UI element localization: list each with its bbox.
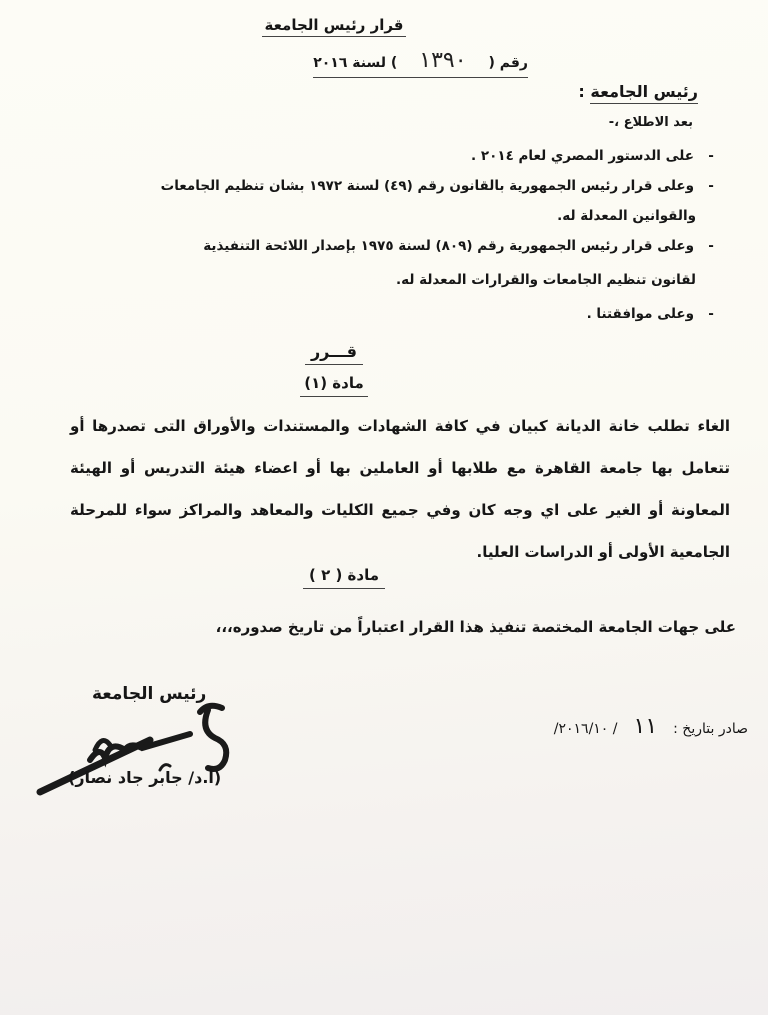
article-2-heading bbox=[0, 566, 768, 589]
after-review-label: بعد الاطلاع ،- bbox=[608, 115, 693, 130]
preamble-text: وعلى موافقتنا . bbox=[586, 306, 694, 322]
preamble-text: على الدستور المصري لعام ٢٠١٤ . bbox=[471, 148, 694, 164]
preamble-item bbox=[203, 238, 728, 254]
article-1-heading-text: مادة (١) bbox=[300, 374, 368, 397]
bullet-dash: - bbox=[708, 178, 714, 194]
decision-year: ) لسنة ٢٠١٦ bbox=[313, 55, 398, 71]
article-1-heading bbox=[0, 374, 768, 397]
president-heading bbox=[578, 82, 698, 101]
bullet-dash: - bbox=[708, 148, 714, 164]
decided-heading bbox=[0, 342, 768, 365]
president-heading-text: رئيس الجامعة bbox=[590, 82, 698, 104]
article-2-heading-text: مادة ( ٢ ) bbox=[303, 566, 385, 589]
bullet-dash: - bbox=[708, 306, 714, 322]
decision-number-line bbox=[313, 48, 528, 78]
article-1-body: الغاء تطلب خانة الديانة كبيان في كافة الشهادات والمستندات والأوراق التى تصدرها أو تتعامل بها جامعة القاهرة مع طلابها أو العاملين بها أو اعضاء هيئة التدريس أو الهيئة المعاونة أو الغير على اي وجه كان وفي جميع الكليات والمعاهد والمراكز سواء للمرحلة الجامعية الأولى أو الدراسات العليا. bbox=[70, 417, 730, 561]
president-heading-colon: : bbox=[578, 82, 591, 101]
preamble-text: وعلى قرار رئيس الجمهورية بالقانون رقم (٤٩) لسنة ١٩٧٢ بشان تنظيم الجامعات bbox=[160, 178, 694, 194]
preamble-item bbox=[471, 148, 728, 164]
decision-number-label: رقم ( bbox=[488, 55, 528, 71]
decision-number-value: ١٣٩٠ bbox=[419, 48, 467, 73]
issued-label: صادر بتاريخ : bbox=[673, 721, 748, 737]
issued-date-rest: / ٢٠١٦/١٠/ bbox=[553, 721, 618, 737]
preamble-item bbox=[100, 178, 728, 194]
preamble-continuation: لقانون تنظيم الجامعات والقرارات المعدلة له. bbox=[396, 272, 696, 288]
article-2-body: على جهات الجامعة المختصة تنفيذ هذا القرار اعتباراً من تاريخ صدوره،،، bbox=[215, 618, 736, 636]
preamble-item bbox=[587, 306, 728, 322]
bullet-dash: - bbox=[708, 238, 714, 254]
preamble-text: وعلى قرار رئيس الجمهورية رقم (٨٠٩) لسنة ١٩٧٥ بإصدار اللائحة التنفيذية bbox=[203, 238, 694, 254]
issued-date-line bbox=[554, 714, 748, 739]
signatory-name: (أ.د/ جابر جاد نصار) bbox=[68, 768, 222, 787]
decided-text: قـــرر bbox=[305, 342, 363, 365]
signatory-title: رئيس الجامعة bbox=[92, 684, 207, 704]
preamble-continuation: والقوانين المعدلة له. bbox=[557, 208, 696, 224]
document-title-text: قرار رئيس الجامعة bbox=[262, 16, 405, 37]
issued-day: ١١ bbox=[633, 714, 658, 739]
document-title bbox=[0, 16, 768, 37]
